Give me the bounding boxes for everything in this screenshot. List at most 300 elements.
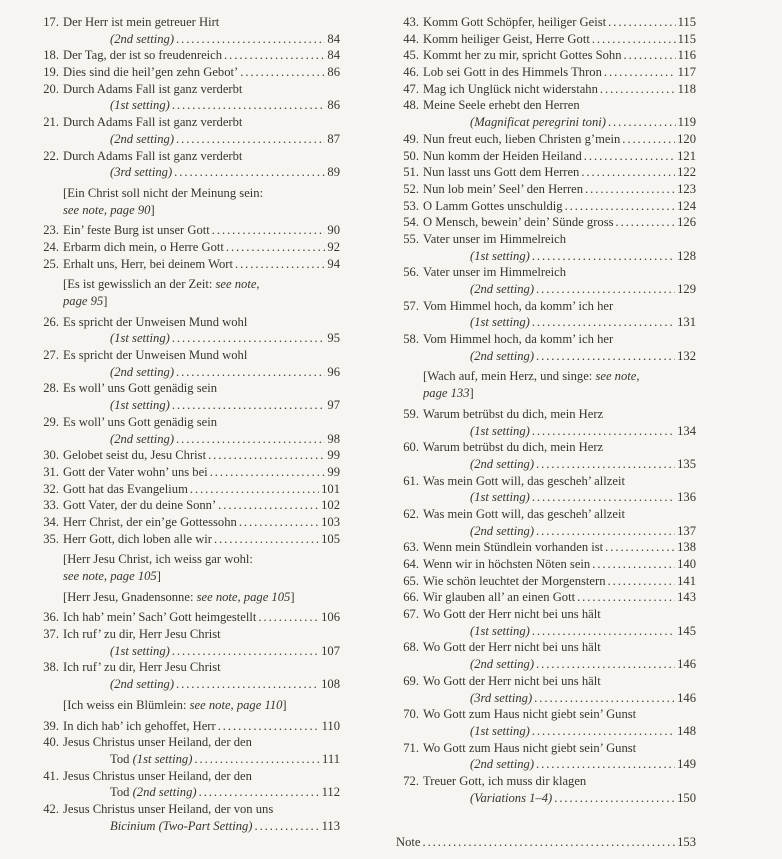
toc-entry — [30, 47, 340, 64]
page-number: 89 — [327, 165, 340, 180]
dot-leader — [622, 47, 676, 64]
toc-line — [30, 397, 340, 414]
entry-number: 23. — [43, 223, 59, 238]
dot-leader — [598, 81, 676, 98]
toc-line — [390, 14, 696, 31]
toc-line — [390, 231, 696, 248]
dot-leader — [530, 623, 675, 640]
toc-entry — [30, 447, 340, 464]
entry-subtitle: (2nd setting) — [470, 523, 535, 538]
toc-line — [423, 385, 696, 402]
dot-leader — [174, 131, 325, 148]
entry-title: Wenn mein Stündlein vorhanden ist — [423, 540, 604, 555]
toc-line — [390, 834, 696, 851]
page-number: 119 — [677, 115, 696, 130]
dot-leader — [575, 589, 675, 606]
entry-title: Gott der Vater wohn’ uns bei — [63, 464, 208, 479]
note-reference: page 95 — [63, 294, 104, 308]
note-reference: see note, page 105 — [63, 569, 157, 583]
toc-line — [390, 740, 696, 757]
toc-entry — [30, 481, 340, 498]
toc-line — [390, 773, 696, 790]
entry-title: Erhalt uns, Herr, bei deinem Wort — [63, 256, 233, 271]
dot-leader — [590, 31, 676, 48]
toc-entry — [30, 314, 340, 347]
see-note-entry — [30, 589, 340, 606]
toc-entry — [390, 14, 696, 31]
toc-line — [30, 256, 340, 273]
dot-leader — [532, 690, 675, 707]
toc-entry — [390, 47, 696, 64]
entry-number: 55. — [403, 231, 419, 246]
entry-title: In dich hab’ ich gehoffet, Herr — [63, 718, 216, 733]
note-entry — [390, 834, 696, 851]
toc-line — [390, 790, 696, 807]
page-number: 132 — [677, 348, 696, 363]
toc-line — [30, 447, 340, 464]
entry-subtitle: Bicinium (Two-Part Setting) — [110, 818, 253, 833]
entry-number: 48. — [403, 98, 419, 113]
dot-leader — [174, 431, 325, 448]
entry-title: Wo Gott zum Haus nicht giebt sein’ Gunst — [423, 740, 637, 755]
toc-line — [390, 439, 696, 456]
toc-entry — [390, 606, 696, 639]
entry-title: Mag ich Unglück nicht widerstahn — [423, 81, 598, 96]
entry-title: Wenn wir in höchsten Nöten sein — [423, 557, 591, 571]
entry-subtitle: (1st setting) — [470, 490, 530, 505]
entry-number: 38. — [43, 660, 59, 675]
toc-line — [30, 222, 340, 239]
entry-subtitle: (2nd setting) — [470, 757, 535, 772]
toc-line — [30, 114, 340, 131]
entry-subtitle: (2nd setting) — [132, 785, 197, 800]
entry-subtitle: (1st setting) — [470, 623, 530, 638]
toc-line — [390, 756, 696, 773]
dot-leader — [174, 364, 325, 381]
entry-number: 56. — [403, 265, 419, 280]
toc-line — [390, 673, 696, 690]
page-number: 118 — [677, 81, 696, 96]
toc-entry — [390, 181, 696, 198]
dot-leader — [216, 497, 319, 514]
page-number: 126 — [677, 215, 696, 230]
entry-number: 35. — [43, 531, 59, 546]
toc-entry — [390, 773, 696, 806]
page-number: 102 — [321, 498, 340, 513]
toc-line — [390, 131, 696, 148]
toc-line — [30, 643, 340, 660]
entry-title: Vater unser im Himmelreich — [423, 265, 567, 280]
toc-entry — [30, 801, 340, 834]
dot-leader — [534, 281, 675, 298]
toc-entry — [30, 14, 340, 47]
page-number: 99 — [327, 448, 340, 463]
page-number: 90 — [327, 223, 340, 238]
entry-title: Jesus Christus unser Heiland, der den — [63, 735, 252, 750]
dot-leader — [552, 790, 675, 807]
page-number: 107 — [321, 643, 340, 658]
see-note-entry — [390, 368, 696, 401]
page-number: 115 — [677, 15, 696, 29]
toc-line — [390, 314, 696, 331]
dot-leader — [216, 718, 320, 735]
entry-number: 51. — [403, 165, 419, 180]
toc-line — [390, 64, 696, 81]
entry-title: Herr Gott, dich loben alle wir — [63, 531, 212, 546]
see-note-entry — [30, 697, 340, 714]
dot-leader — [534, 348, 675, 365]
toc-line — [390, 506, 696, 523]
see-note-entry — [30, 551, 340, 584]
entry-number: 24. — [43, 239, 59, 254]
entry-number: 33. — [43, 498, 59, 513]
entry-title: Was mein Gott will, das gescheh’ allzeit — [423, 506, 625, 521]
spacer — [390, 806, 696, 834]
toc-entry — [390, 673, 696, 706]
toc-entry — [30, 256, 340, 273]
entry-title: Der Tag, der ist so freudenreich — [63, 48, 223, 63]
toc-line — [390, 114, 696, 131]
page-number: 141 — [677, 573, 696, 588]
page-number: 150 — [677, 790, 696, 805]
entry-number: 47. — [403, 81, 419, 96]
note-text: ] — [103, 294, 108, 308]
entry-title: Es spricht der Unweisen Mund wohl — [63, 314, 248, 329]
page-number: 123 — [677, 181, 696, 196]
page-number: 95 — [327, 331, 340, 346]
toc-line — [30, 239, 340, 256]
entry-subtitle: (2nd setting) — [110, 131, 175, 146]
toc-line — [423, 368, 696, 385]
toc-line — [30, 784, 340, 801]
page-number: 137 — [677, 523, 696, 538]
toc-line — [390, 148, 696, 165]
entry-number: 40. — [43, 735, 59, 750]
dot-leader — [534, 456, 675, 473]
dot-leader — [606, 14, 675, 31]
entry-number: 41. — [43, 768, 59, 783]
page-number: 131 — [677, 315, 696, 330]
dot-leader — [614, 214, 676, 231]
entry-subtitle: (1st setting) — [132, 751, 193, 766]
entry-title: O Lamm Gottes unschuldig — [423, 198, 563, 213]
page-number: 101 — [321, 481, 340, 496]
dot-leader — [579, 164, 675, 181]
toc-line — [390, 214, 696, 231]
entry-title: Dies sind die heil’gen zehn Gebot’ — [63, 65, 239, 80]
page-number: 113 — [321, 818, 340, 833]
entry-title: Nun komm der Heiden Heiland — [423, 148, 582, 163]
toc-entry — [30, 148, 340, 181]
toc-entry — [390, 406, 696, 439]
note-text: [Es ist gewisslich an der Zeit: — [63, 277, 216, 292]
page-number: 129 — [677, 282, 696, 296]
toc-line — [30, 676, 340, 693]
toc-line — [30, 131, 340, 148]
entry-title: Wie schön leuchtet der Morgenstern — [423, 573, 606, 588]
toc-line — [30, 768, 340, 785]
entry-number: 61. — [403, 473, 419, 488]
dot-leader — [530, 723, 675, 740]
entry-title: Komm heiliger Geist, Herre Gott — [423, 31, 590, 46]
toc-entry — [30, 380, 340, 413]
toc-line — [390, 264, 696, 281]
entry-subtitle: (1st setting) — [110, 331, 170, 346]
toc-entry — [30, 64, 340, 81]
page-number: 105 — [321, 531, 340, 546]
page-number: 146 — [677, 657, 696, 672]
toc-line — [30, 531, 340, 548]
entry-title: Durch Adams Fall ist ganz verderbt — [63, 81, 243, 96]
note-text: [Ein Christ soll nicht der Meinung sein: — [63, 185, 264, 200]
entry-title: Tod (1st setting) — [110, 751, 193, 766]
dot-leader — [603, 539, 675, 556]
toc-line — [390, 406, 696, 423]
entry-title: Gelobet seist du, Jesu Christ — [63, 448, 207, 463]
toc-line — [30, 31, 340, 48]
page-number: 140 — [677, 557, 696, 571]
note-reference: page 133 — [423, 386, 470, 401]
page-number: 135 — [677, 456, 696, 471]
entry-subtitle: (2nd setting) — [470, 348, 535, 363]
contents-column-right — [390, 14, 696, 851]
toc-line — [30, 609, 340, 626]
dot-leader — [620, 131, 675, 148]
entry-number: 60. — [403, 440, 419, 455]
page-number: 128 — [677, 248, 696, 263]
note-text: ] — [290, 589, 295, 604]
page-number: 111 — [322, 751, 340, 766]
dot-leader — [530, 423, 675, 440]
dot-leader — [582, 148, 675, 165]
entry-number: 71. — [403, 740, 419, 755]
note-text: ] — [282, 697, 287, 712]
toc-line — [390, 164, 696, 181]
toc-entry — [390, 573, 696, 590]
entry-title: Gott hat das Evangelium — [63, 481, 188, 496]
entry-number: 20. — [43, 81, 59, 96]
entry-number: 62. — [403, 506, 419, 521]
toc-line — [30, 97, 340, 114]
entry-number: 21. — [43, 115, 59, 130]
toc-line — [30, 47, 340, 64]
dot-leader — [530, 314, 675, 331]
toc-entry — [390, 64, 696, 81]
entry-title: Es spricht der Unweisen Mund wohl — [63, 348, 248, 363]
dot-leader — [563, 198, 676, 215]
toc-entry — [30, 239, 340, 256]
toc-line — [30, 659, 340, 676]
entry-title: Es woll’ uns Gott genädig sein — [63, 414, 218, 429]
toc-line — [30, 497, 340, 514]
toc-entry — [390, 439, 696, 472]
entry-title: Wo Gott der Herr nicht bei uns hält — [423, 673, 601, 688]
toc-line — [390, 523, 696, 540]
entry-number: 65. — [403, 573, 419, 588]
toc-entry — [390, 589, 696, 606]
toc-line — [30, 330, 340, 347]
toc-entry — [390, 148, 696, 165]
entry-title: Durch Adams Fall ist ganz verderbt — [63, 148, 243, 163]
dot-leader — [602, 64, 676, 81]
entry-subtitle: (2nd setting) — [470, 456, 535, 471]
page-number: 138 — [677, 540, 696, 555]
dot-leader — [583, 181, 675, 198]
entry-title: Ich ruf’ zu dir, Herr Jesu Christ — [63, 627, 221, 642]
entry-number: 59. — [403, 406, 419, 421]
entry-title: Nun freut euch, lieben Christen g’mein — [423, 131, 621, 146]
entry-title: Durch Adams Fall ist ganz verderbt — [63, 115, 243, 130]
page-number: 96 — [327, 364, 340, 379]
page-number: 153 — [677, 835, 696, 850]
toc-line — [30, 734, 340, 751]
entry-title: Was mein Gott will, das gescheh’ allzeit — [423, 473, 625, 488]
entry-title: Nun lob mein’ Seel’ den Herren — [423, 181, 584, 196]
dot-leader — [170, 643, 319, 660]
page-number: 117 — [677, 65, 696, 80]
dot-leader — [534, 523, 675, 540]
page-number: 122 — [677, 165, 696, 180]
toc-line — [30, 164, 340, 181]
entry-number: 49. — [403, 131, 419, 146]
entry-title: Jesus Christus unser Heiland, der den — [63, 768, 252, 783]
page-number: 94 — [327, 256, 340, 271]
entry-number: 68. — [403, 640, 419, 655]
entry-number: 45. — [403, 48, 419, 63]
page-number: 143 — [677, 590, 696, 605]
dot-leader — [222, 47, 325, 64]
entry-number: 52. — [403, 181, 419, 196]
entry-subtitle: (1st setting) — [110, 643, 170, 658]
dot-leader — [197, 784, 320, 801]
toc-entry — [30, 609, 340, 626]
page-number: 84 — [327, 48, 340, 63]
dot-leader — [534, 656, 675, 673]
toc-line — [390, 281, 696, 298]
entry-subtitle: (1st setting) — [470, 248, 530, 263]
toc-entry — [30, 414, 340, 447]
toc-line — [390, 248, 696, 265]
entry-number: 72. — [403, 773, 419, 788]
page-number: 120 — [677, 131, 696, 146]
toc-entry — [30, 114, 340, 147]
entry-number: 34. — [43, 514, 59, 529]
entry-title: Nun lasst uns Gott dem Herren — [423, 165, 580, 180]
entry-number: 37. — [43, 627, 59, 642]
toc-line — [30, 64, 340, 81]
entry-title: Ich hab’ mein’ Sach’ Gott heimgestellt — [63, 610, 257, 625]
dot-leader — [174, 676, 319, 693]
toc-line — [390, 623, 696, 640]
toc-line — [30, 347, 340, 364]
toc-line — [390, 639, 696, 656]
note-text: [Herr Jesu, Gnadensonne: — [63, 589, 197, 604]
toc-line — [30, 751, 340, 768]
entry-subtitle: (1st setting) — [110, 98, 170, 113]
entry-subtitle: (Magnificat peregrini toni) — [470, 115, 606, 130]
entry-title: Jesus Christus unser Heiland, der von uns — [63, 801, 274, 816]
toc-line — [390, 97, 696, 114]
dot-leader — [224, 239, 326, 256]
dot-leader — [534, 756, 675, 773]
toc-line — [30, 14, 340, 31]
page-number: 121 — [677, 148, 696, 163]
toc-entry — [30, 718, 340, 735]
toc-line — [63, 185, 340, 202]
toc-line — [390, 423, 696, 440]
page-number: 99 — [327, 464, 340, 479]
toc-entry — [390, 706, 696, 739]
toc-line — [63, 697, 340, 714]
toc-line — [390, 473, 696, 490]
note-text: [Herr Jesu Christ, ich weiss gar wohl: — [63, 552, 253, 567]
toc-line — [390, 656, 696, 673]
entry-number: 43. — [403, 15, 419, 29]
toc-entry — [390, 198, 696, 215]
toc-line — [63, 202, 340, 219]
toc-line — [30, 380, 340, 397]
toc-entry — [390, 231, 696, 264]
entry-number: 32. — [43, 481, 59, 496]
entry-title: Note — [396, 835, 421, 850]
toc-entry — [390, 740, 696, 773]
entry-number: 17. — [43, 15, 59, 29]
entry-title: Kommt her zu mir, spricht Gottes Sohn — [423, 48, 622, 63]
toc-line — [390, 456, 696, 473]
entry-title: Wir glauben all’ an einen Gott — [423, 590, 576, 605]
toc-line — [30, 626, 340, 643]
toc-entry — [390, 97, 696, 130]
toc-entry — [390, 31, 696, 48]
dot-leader — [238, 64, 325, 81]
toc-entry — [30, 768, 340, 801]
dot-leader — [530, 489, 675, 506]
entry-subtitle: (1st setting) — [470, 315, 530, 330]
dot-leader — [606, 573, 676, 590]
entry-title: Es woll’ uns Gott genädig sein — [63, 381, 218, 396]
page-number: 110 — [321, 718, 340, 733]
entry-subtitle: (3rd setting) — [470, 690, 533, 705]
toc-line — [390, 198, 696, 215]
toc-entry — [30, 659, 340, 692]
toc-entry — [30, 81, 340, 114]
toc-line — [390, 606, 696, 623]
toc-line — [390, 723, 696, 740]
entry-number: 36. — [43, 610, 59, 625]
toc-line — [390, 690, 696, 707]
toc-line — [30, 314, 340, 331]
contents-column-left — [30, 14, 340, 834]
toc-line — [63, 589, 340, 606]
entry-subtitle: (3rd setting) — [110, 165, 173, 180]
entry-title: Tod (2nd setting) — [110, 785, 197, 800]
toc-entry — [30, 497, 340, 514]
toc-entry — [30, 347, 340, 380]
toc-entry — [30, 531, 340, 548]
page-number: 146 — [677, 690, 696, 705]
see-note-entry — [30, 185, 340, 218]
dot-leader — [170, 330, 326, 347]
toc-line — [63, 568, 340, 585]
toc-line — [63, 293, 340, 310]
toc-entry — [390, 214, 696, 231]
dot-leader — [206, 447, 325, 464]
page-number: 108 — [321, 677, 340, 692]
entry-number: 50. — [403, 148, 419, 163]
entry-title: Wo Gott zum Haus nicht giebt sein’ Gunst — [423, 707, 637, 722]
dot-leader — [256, 609, 319, 626]
entry-title: Vom Himmel hoch, da komm’ ich her — [423, 332, 614, 347]
